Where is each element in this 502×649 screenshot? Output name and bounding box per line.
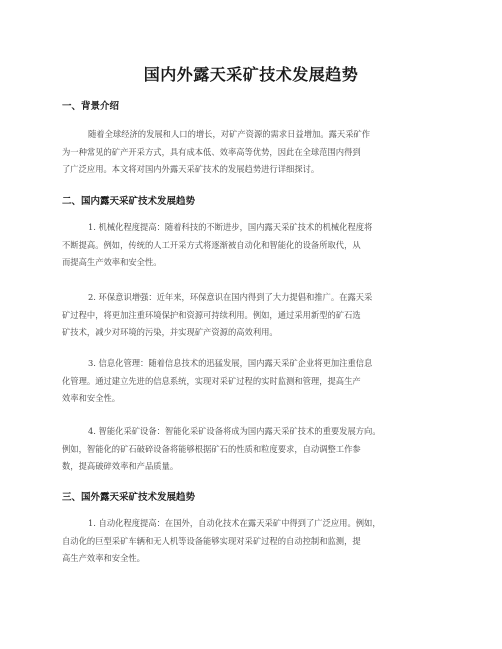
paragraph-line: 例如，智能化的矿石破碎设备将能够根据矿石的性质和粒度要求，自动调整工作参 (62, 443, 361, 454)
paragraph (62, 423, 444, 476)
paragraph-line: 4. 智能化采矿设备：智能化采矿设备将成为国内露天采矿技术的重要发展方向。 (88, 426, 381, 436)
paragraph-line: 而提高生产效率和安全性。 (62, 257, 162, 267)
paragraph-line: 随着全球经济的发展和人口的增长，对矿产资源的需求日益增加。露天采矿作 (88, 129, 371, 139)
paragraph-line: 化管理。通过建立先进的信息系统，实现对采矿过程的实时监测和管理，提高生产 (62, 375, 361, 386)
paragraph-line: 高生产效率和安全性。 (62, 553, 145, 563)
paragraph-line: 自动化的巨型采矿车辆和无人机等设备能够实现对采矿过程的自动控制和监测，提 (62, 535, 361, 546)
paragraph-line: 了广泛应用。本文将对国内外露天采矿技术的发展趋势进行详细探讨。 (62, 164, 320, 174)
paragraph-line: 1. 自动化程度提高：在国外，自动化技术在露天采矿中得到了广泛应用。例如， (88, 518, 381, 528)
paragraph (62, 355, 444, 408)
paragraph (62, 219, 444, 272)
paragraph-line: 矿过程中，将更加注重环境保护和资源可持续利用。例如，通过采用新型的矿石选 (62, 309, 361, 320)
paragraph-line: 效率和安全性。 (62, 393, 121, 403)
section-heading-background: 一、背景介绍 (62, 101, 120, 112)
paragraph-line: 为一种常见的矿产开采方式，具有成本低、效率高等优势，因此在全球范围内得到 (62, 146, 361, 157)
paragraph-line: 1. 机械化程度提高：随着科技的不断进步，国内露天采矿技术的机械化程度将 (88, 222, 373, 232)
paragraph-line: 3. 信息化管理：随着信息技术的迅猛发展，国内露天采矿企业将更加注重信息 (88, 358, 373, 368)
paragraph-line: 矿技术，减少对环境的污染，并实现矿产资源的高效利用。 (62, 327, 278, 337)
section-heading-foreign: 三、国外露天采矿技术发展趋势 (62, 492, 196, 503)
paragraph-line: 2. 环保意识增强：近年来，环保意识在国内得到了大力提倡和推广。在露天采 (88, 292, 373, 302)
paragraph-line: 不断提高。例如，传统的人工开采方式将逐渐被自动化和智能化的设备所取代，从 (62, 239, 361, 250)
paragraph (62, 515, 444, 568)
paragraph (62, 289, 444, 342)
paragraph (62, 126, 444, 179)
document-title: 国内外露天采矿技术发展趋势 (143, 65, 359, 84)
paragraph-line: 数，提高破碎效率和产品质量。 (62, 461, 179, 471)
section-heading-domestic: 二、国内露天采矿技术发展趋势 (62, 196, 196, 207)
